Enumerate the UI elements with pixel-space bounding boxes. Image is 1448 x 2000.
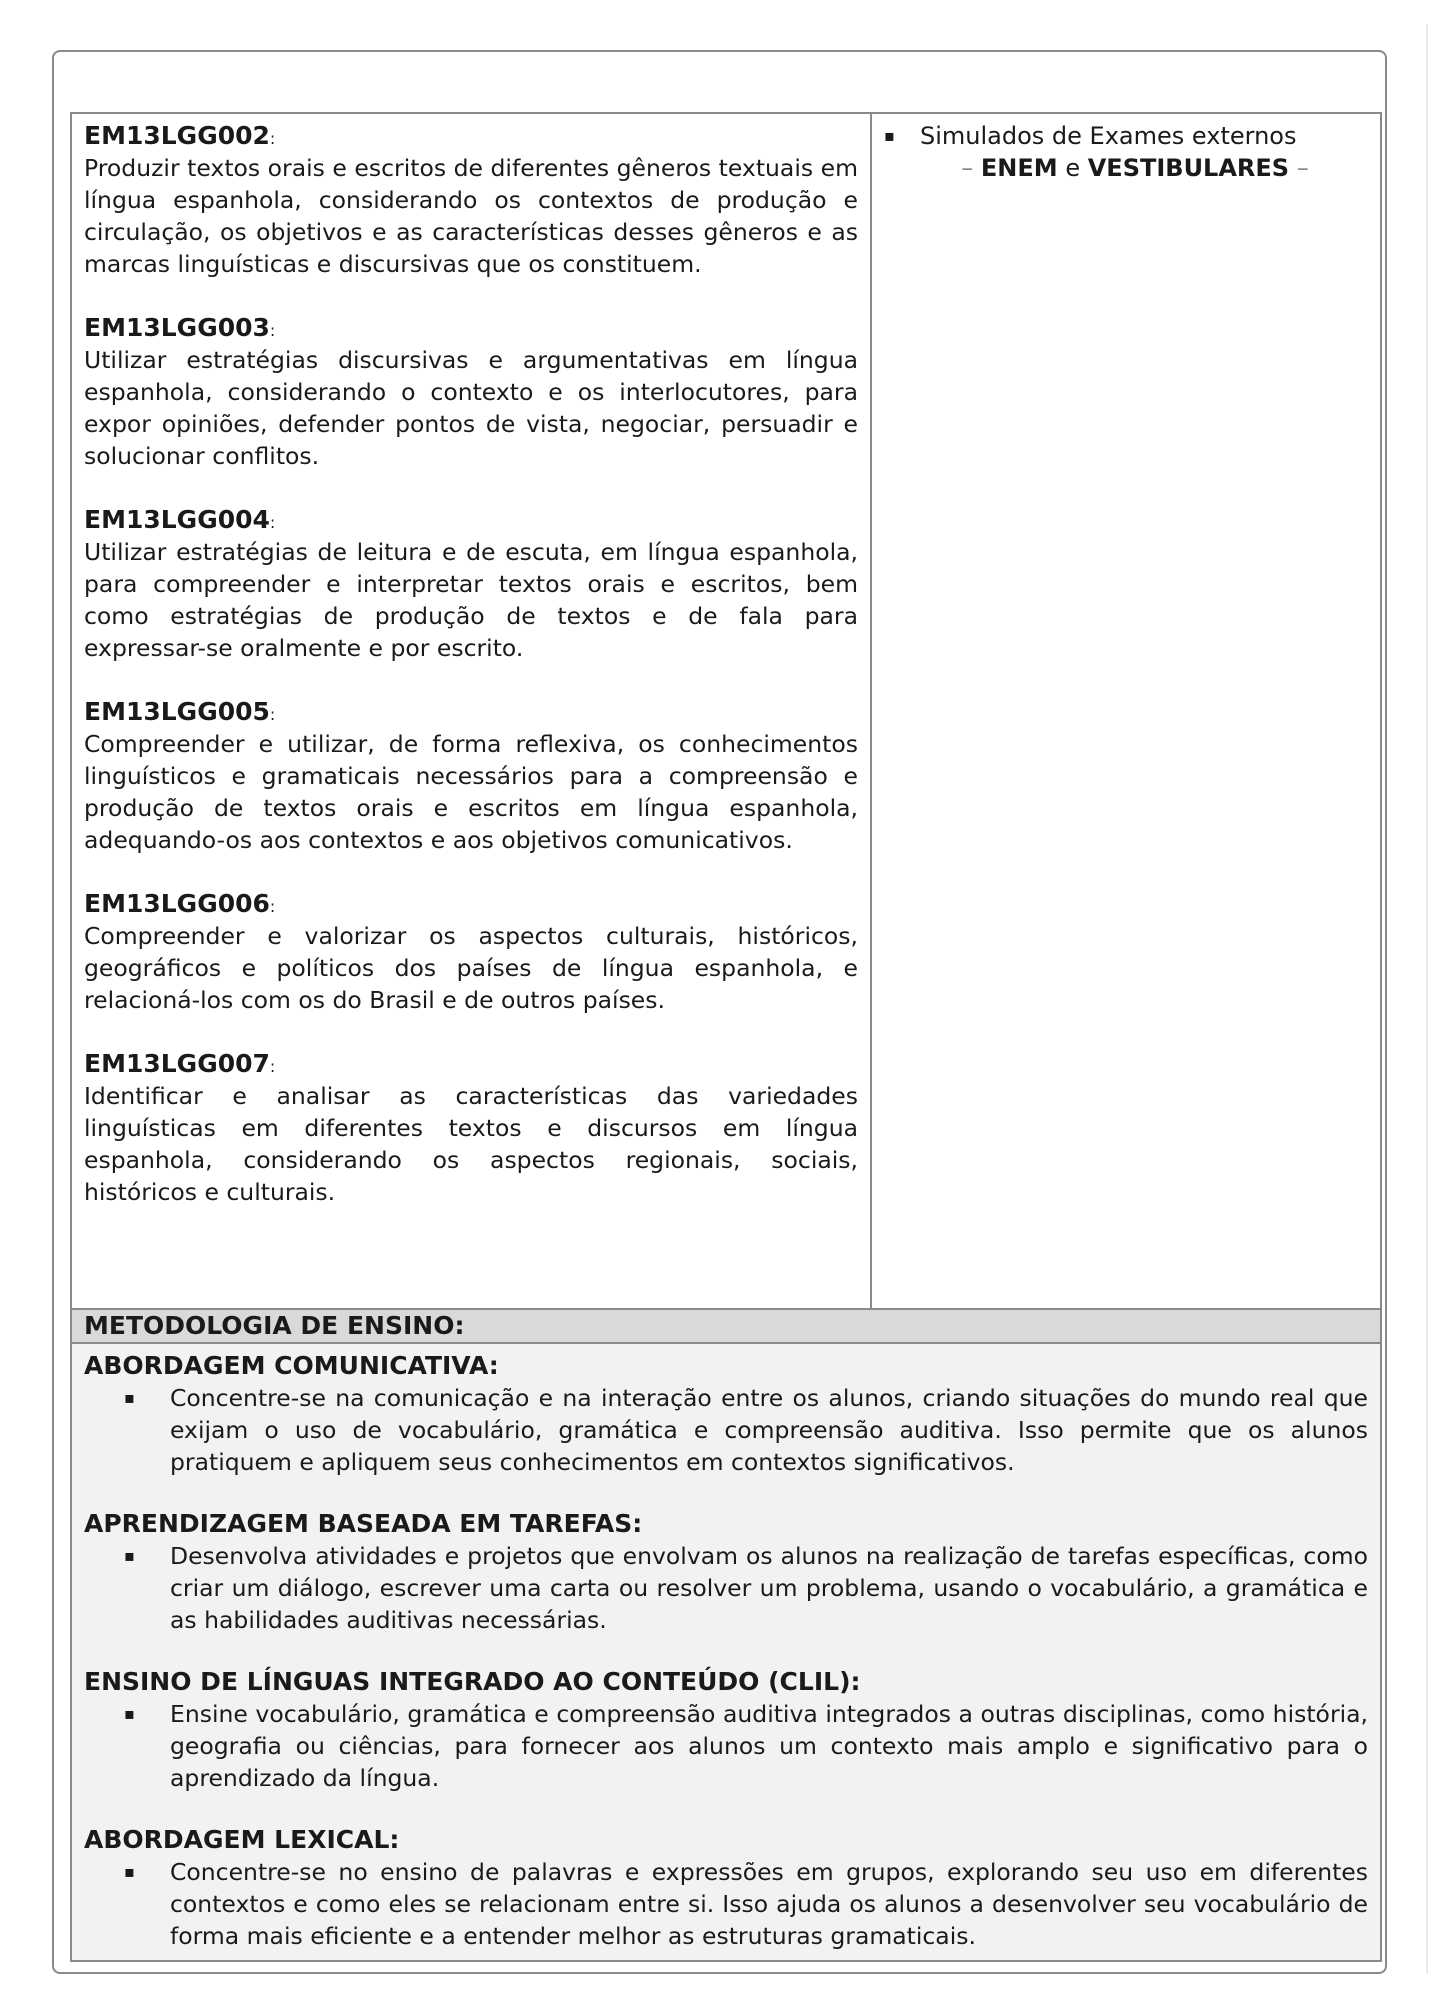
square-bullet-icon: ▪ bbox=[884, 126, 895, 145]
skills-row bbox=[71, 113, 1381, 1309]
approach-block bbox=[84, 1824, 1368, 1952]
skill-text: Identificar e analisar as características das variedades linguísticas em diferentes textos e discursos em língua espanhola, considerando os aspectos regionais, sociais, históricos e culturais. bbox=[84, 1082, 858, 1206]
methodology-body-row bbox=[71, 1343, 1381, 1961]
approach-text: Concentre-se no ensino de palavras e expressões em grupos, explorando seu uso em diferentes contextos e como eles se relacionam entre si. Isso ajuda os alunos a desenvolver seu vocabulário de forma mais eficiente e a entender melhor as estruturas gramaticais. bbox=[170, 1858, 1368, 1950]
enem-label: ENEM bbox=[980, 154, 1058, 182]
approach-title: APRENDIZAGEM BASEADA EM TAREFAS: bbox=[84, 1509, 643, 1538]
approach-title: ABORDAGEM COMUNICATIVA: bbox=[84, 1351, 499, 1380]
approach-title: ABORDAGEM LEXICAL: bbox=[84, 1825, 400, 1854]
square-bullet-icon: ▪ bbox=[124, 1388, 135, 1407]
assessment-cell bbox=[871, 113, 1381, 1309]
page-edge-line bbox=[1426, 24, 1428, 1974]
skill-code: EM13LGG002: bbox=[84, 121, 276, 150]
approach-item bbox=[124, 1856, 1368, 1952]
vestibulares-label: VESTIBULARES bbox=[1087, 154, 1290, 182]
assessment-item bbox=[884, 120, 1368, 152]
skill-code: EM13LGG004: bbox=[84, 505, 276, 534]
skill-code: EM13LGG007: bbox=[84, 1049, 276, 1078]
skill-block bbox=[84, 1048, 858, 1208]
skill-text: Utilizar estratégias discursivas e argumentativas em língua espanhola, considerando o contexto e os interlocutores, para expor opiniões, defender pontos de vista, negociar, persuadir e solucionar conflitos. bbox=[84, 346, 858, 470]
skill-block bbox=[84, 888, 858, 1016]
skill-block bbox=[84, 504, 858, 664]
skill-text: Utilizar estratégias de leitura e de escuta, em língua espanhola, para compreender e interpretar textos orais e escritos, bem como estratégias de produção de textos e de fala para expressar-se oralmente e por escrito. bbox=[84, 538, 858, 662]
skill-text: Produzir textos orais e escritos de diferentes gêneros textuais em língua espanhola, considerando os contextos de produção e circulação, os objetivos e as características desses gêneros e as marcas linguísticas e discursivas que os constituem. bbox=[84, 154, 858, 278]
skill-block bbox=[84, 696, 858, 856]
approach-block bbox=[84, 1508, 1368, 1636]
skill-code: EM13LGG006: bbox=[84, 889, 276, 918]
approach-text: Ensine vocabulário, gramática e compreensão auditiva integrados a outras disciplinas, como história, geografia ou ciências, para fornecer aos alunos um contexto mais amplo e significativo para o aprendizado da língua. bbox=[170, 1700, 1368, 1792]
approach-text: Desenvolva atividades e projetos que envolvam os alunos na realização de tarefas específicas, como criar um diálogo, escrever uma carta ou resolver um problema, usando o vocabulário, a gramática e as habilidades auditivas necessárias. bbox=[170, 1542, 1368, 1634]
skills-cell bbox=[71, 113, 871, 1309]
skill-code: EM13LGG005: bbox=[84, 697, 276, 726]
conjunction: e bbox=[1065, 154, 1081, 182]
square-bullet-icon: ▪ bbox=[124, 1862, 135, 1881]
dash-glyph: – bbox=[961, 154, 974, 182]
approach-text: Concentre-se na comunicação e na interação entre os alunos, criando situações do mundo real que exijam o uso de vocabulário, gramática e compreensão auditiva. Isso permite que os alunos pratiquem e apliquem seus conhecimentos em contextos significativos. bbox=[170, 1384, 1368, 1476]
assessment-exams bbox=[884, 152, 1368, 184]
approach-block bbox=[84, 1350, 1368, 1478]
skill-block bbox=[84, 312, 858, 472]
skill-text: Compreender e utilizar, de forma reflexiva, os conhecimentos linguísticos e gramaticais necessários para a compreensão e produção de textos orais e escritos em língua espanhola, adequando-os aos contextos e aos objetivos comunicativos. bbox=[84, 730, 858, 854]
approach-item bbox=[124, 1698, 1368, 1794]
approach-item bbox=[124, 1540, 1368, 1636]
methodology-body bbox=[71, 1343, 1381, 1961]
curriculum-table bbox=[70, 112, 1382, 1962]
methodology-header-row bbox=[71, 1309, 1381, 1343]
square-bullet-icon: ▪ bbox=[124, 1546, 135, 1565]
assessment-text: Simulados de Exames externos bbox=[920, 122, 1297, 150]
skill-text: Compreender e valorizar os aspectos culturais, históricos, geográficos e políticos dos países de língua espanhola, e relacioná-los com os do Brasil e de outros países. bbox=[84, 922, 858, 1014]
methodology-header bbox=[71, 1309, 1381, 1343]
approach-block bbox=[84, 1666, 1368, 1794]
methodology-title: METODOLOGIA DE ENSINO: bbox=[84, 1311, 465, 1340]
approach-title: ENSINO DE LÍNGUAS INTEGRADO AO CONTEÚDO (CLIL): bbox=[84, 1667, 861, 1696]
square-bullet-icon: ▪ bbox=[124, 1704, 135, 1723]
skill-code: EM13LGG003: bbox=[84, 313, 276, 342]
approach-item bbox=[124, 1382, 1368, 1478]
skill-block bbox=[84, 120, 858, 280]
dash-glyph: – bbox=[1296, 154, 1309, 182]
